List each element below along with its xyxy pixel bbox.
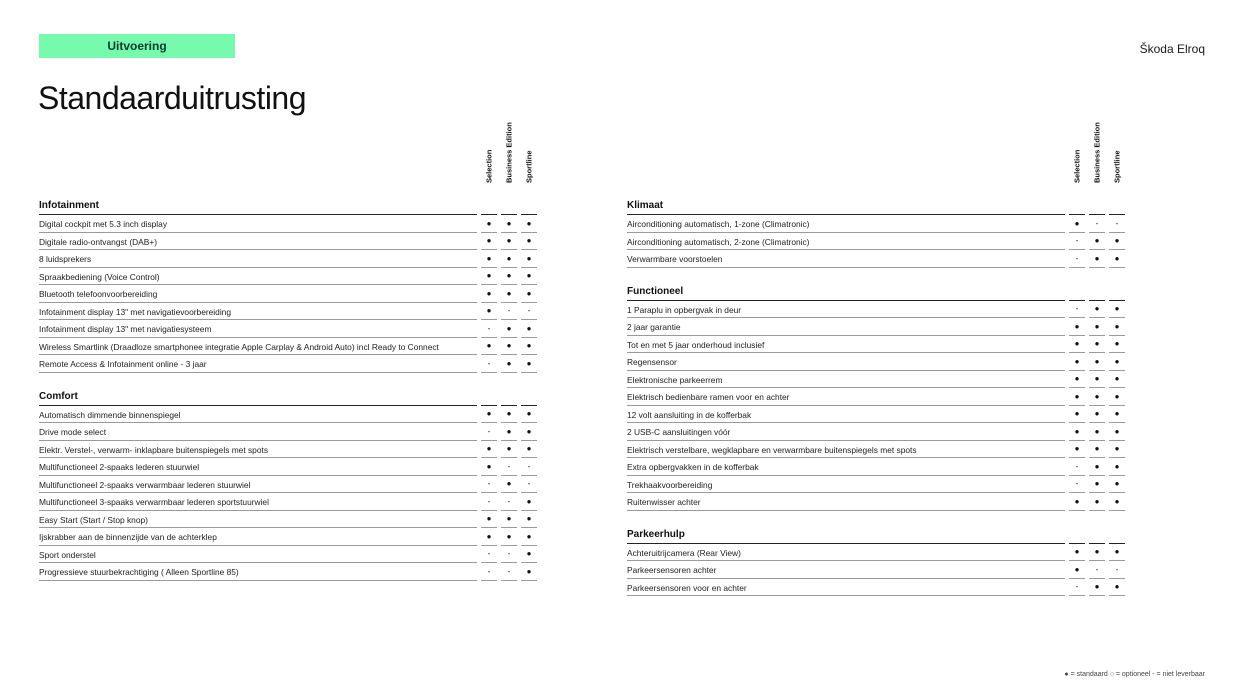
availability-business-edition: ● (1089, 336, 1105, 354)
availability-selection: - (1069, 250, 1085, 268)
column-headers (39, 122, 538, 192)
availability-selection: - (1069, 579, 1085, 597)
spec-row (627, 318, 1126, 336)
spec-row (627, 493, 1126, 511)
availability-selection: ● (481, 458, 497, 476)
availability-business-edition: ● (501, 528, 517, 546)
spec-label: Elektronische parkeerrem (627, 374, 723, 385)
spec-label: 2 jaar garantie (627, 322, 681, 332)
spec-section (39, 198, 538, 373)
section-header (627, 284, 1126, 301)
availability-sportline: ● (521, 355, 537, 373)
spec-section (627, 198, 1126, 268)
spec-row (39, 355, 538, 373)
availability-sportline: ● (1109, 318, 1125, 336)
availability-selection: ● (1069, 544, 1085, 562)
spec-row (39, 320, 538, 338)
spec-row (39, 268, 538, 286)
section-title: Klimaat (627, 200, 664, 211)
spec-row (39, 338, 538, 356)
availability-selection: - (1069, 476, 1085, 494)
spec-row (627, 476, 1126, 494)
spec-row (627, 233, 1126, 251)
availability-business-edition: ● (501, 250, 517, 268)
spec-row (627, 336, 1126, 354)
section-title: Comfort (39, 390, 78, 402)
column-header-sportline: Sportline (1112, 150, 1122, 183)
availability-sportline: ● (1109, 250, 1125, 268)
availability-sportline: ● (521, 511, 537, 529)
availability-business-edition: - (501, 458, 517, 476)
spec-row (39, 215, 538, 233)
availability-business-edition: ● (1089, 579, 1105, 597)
availability-business-edition: ● (1089, 233, 1105, 251)
availability-sportline: ● (1109, 579, 1125, 597)
availability-business-edition: ● (1089, 493, 1105, 511)
availability-business-edition: ● (1089, 301, 1105, 319)
spec-row (39, 250, 538, 268)
spec-row (627, 441, 1126, 459)
availability-sportline: ● (521, 493, 537, 511)
availability-business-edition: ● (501, 441, 517, 459)
spec-label: Progressieve stuurbekrachtiging ( Alleen Sportline 85) (39, 567, 239, 577)
availability-sportline: ● (521, 546, 537, 564)
spec-label: Ruitenwisser achter (627, 497, 701, 507)
row-divider (627, 595, 1065, 596)
section-title: Parkeerhulp (627, 528, 685, 540)
availability-business-edition: ● (1089, 406, 1105, 424)
spec-label: Easy Start (Start / Stop knop) (39, 514, 148, 525)
spec-label: Elektr. Verstel-, verwarm- inklapbare buitenspiegels met spots (39, 444, 269, 455)
availability-selection: ● (481, 511, 497, 529)
availability-selection: ● (481, 528, 497, 546)
availability-selection: ● (1069, 441, 1085, 459)
spec-label: Digital cockpit met 5.3 inch display (39, 219, 168, 229)
section-header (39, 389, 538, 406)
availability-business-edition: ● (501, 320, 517, 338)
spec-row (627, 561, 1126, 579)
section-title: Functioneel (627, 285, 684, 297)
availability-business-edition: ● (501, 423, 517, 441)
spec-label: Infotainment display 13" met navigatievoorbereiding (39, 306, 231, 317)
spec-row (39, 528, 538, 546)
section-badge: Uitvoering (39, 34, 235, 58)
availability-sportline: ● (1109, 233, 1125, 251)
spec-label: Automatisch dimmende binnenspiegel (39, 409, 181, 420)
availability-selection: ● (1069, 423, 1085, 441)
spec-label: Extra opbergvakken in de kofferbak (627, 462, 759, 472)
availability-selection: ● (1069, 336, 1085, 354)
availability-business-edition: ● (1089, 388, 1105, 406)
spec-label: Elektrisch bedienbare ramen voor en achter (627, 392, 790, 402)
availability-sportline: ● (521, 406, 537, 424)
availability-business-edition: ● (1089, 458, 1105, 476)
spec-section (39, 389, 538, 581)
column-header-selection: Selection (484, 149, 494, 183)
spec-label: Spraakbediening (Voice Control) (39, 271, 160, 282)
availability-selection: - (1069, 301, 1085, 319)
spec-label: Multifunctioneel 3-spaaks verwarmbaar lederen sportstuurwiel (39, 497, 269, 507)
spec-row (627, 423, 1126, 441)
spec-row (627, 353, 1126, 371)
spec-row (39, 563, 538, 581)
availability-sportline: ● (1109, 423, 1125, 441)
spec-label: Regensensor (627, 357, 677, 367)
availability-sportline: ● (521, 268, 537, 286)
availability-business-edition: ● (1089, 441, 1105, 459)
section-header (39, 198, 538, 215)
availability-sportline: ● (1109, 476, 1125, 494)
spec-row (627, 579, 1126, 597)
spec-row (39, 476, 538, 494)
availability-sportline: ● (1109, 493, 1125, 511)
section-title: Infotainment (39, 200, 99, 211)
availability-sportline: ● (1109, 371, 1125, 389)
spec-label: Drive mode select (39, 427, 107, 437)
spec-label: Airconditioning automatisch, 1-zone (Climatronic) (627, 219, 810, 229)
availability-selection: - (481, 423, 497, 441)
spec-label: Tot en met 5 jaar onderhoud inclusief (627, 339, 765, 350)
spec-label: Parkeersensoren voor en achter (627, 582, 747, 593)
row-divider (627, 510, 1065, 511)
spec-row (39, 441, 538, 459)
availability-business-edition: ● (1089, 371, 1105, 389)
availability-business-edition: ● (501, 511, 517, 529)
availability-selection: - (481, 476, 497, 494)
column-header-sportline: Sportline (524, 150, 534, 183)
spec-section (627, 284, 1126, 511)
column-header-selection: Selection (1072, 149, 1082, 183)
spec-label: Trekhaakvoorbereiding (627, 479, 713, 490)
page-title: Standaarduitrusting (38, 80, 307, 116)
availability-selection: - (1069, 233, 1085, 251)
spec-row (627, 250, 1126, 268)
availability-business-edition: - (501, 546, 517, 564)
spec-label: Multifunctioneel 2-spaaks lederen stuurwiel (39, 462, 200, 472)
availability-business-edition: ● (1089, 476, 1105, 494)
availability-selection: ● (1069, 561, 1085, 579)
spec-row (627, 371, 1126, 389)
availability-sportline: ● (521, 250, 537, 268)
availability-sportline: ● (1109, 406, 1125, 424)
brand-name: Škoda Elroq (1139, 42, 1205, 56)
availability-sportline: ● (1109, 353, 1125, 371)
column-header-business-edition: Business Edition (504, 122, 514, 183)
spec-label: 2 USB-C aansluitingen vóór (627, 427, 731, 437)
availability-sportline: ● (521, 338, 537, 356)
availability-business-edition: ● (1089, 423, 1105, 441)
spec-label: Airconditioning automatisch, 2-zone (Climatronic) (627, 236, 810, 247)
spec-row (39, 233, 538, 251)
availability-selection: - (481, 563, 497, 581)
spec-label: 8 luidsprekers (39, 254, 92, 264)
availability-sportline: ● (1109, 301, 1125, 319)
availability-selection: - (481, 320, 497, 338)
row-divider (627, 267, 1065, 268)
availability-sportline: ● (1109, 441, 1125, 459)
availability-selection: ● (1069, 215, 1085, 233)
availability-sportline: ● (521, 320, 537, 338)
availability-business-edition: ● (501, 355, 517, 373)
spec-row (627, 544, 1126, 562)
availability-business-edition: ● (501, 338, 517, 356)
row-divider (39, 580, 477, 581)
availability-selection: - (481, 493, 497, 511)
availability-business-edition: ● (501, 215, 517, 233)
availability-selection: ● (481, 250, 497, 268)
availability-selection: ● (481, 215, 497, 233)
spec-row (627, 215, 1126, 233)
spec-label: Verwarmbare voorstoelen (627, 254, 723, 264)
row-divider (39, 372, 477, 373)
spec-row (39, 303, 538, 321)
availability-sportline: - (521, 476, 537, 494)
availability-selection: ● (481, 303, 497, 321)
availability-business-edition: - (501, 563, 517, 581)
spec-label: 12 volt aansluiting in de kofferbak (627, 409, 752, 420)
availability-sportline: ● (521, 215, 537, 233)
availability-business-edition: ● (501, 406, 517, 424)
availability-selection: ● (1069, 406, 1085, 424)
availability-sportline: ● (1109, 458, 1125, 476)
availability-selection: ● (1069, 493, 1085, 511)
availability-sportline: ● (521, 441, 537, 459)
spec-row (39, 458, 538, 476)
spec-label: Multifunctioneel 2-spaaks verwarmbaar lederen stuurwiel (39, 479, 251, 490)
spec-label: Sport onderstel (39, 549, 96, 560)
spec-row (39, 546, 538, 564)
left-column (39, 122, 538, 581)
spec-row (39, 423, 538, 441)
spec-label: Bluetooth telefoonvoorbereiding (39, 289, 158, 299)
availability-selection: ● (481, 338, 497, 356)
availability-selection: ● (481, 233, 497, 251)
column-header-business-edition: Business Edition (1092, 122, 1102, 183)
availability-sportline: - (521, 303, 537, 321)
availability-business-edition: ● (1089, 318, 1105, 336)
spec-row (39, 406, 538, 424)
availability-selection: - (481, 355, 497, 373)
spec-row (39, 511, 538, 529)
spec-section (627, 527, 1126, 597)
spec-row (627, 388, 1126, 406)
spec-label: Wireless Smartlink (Draadloze smartphonee integratie Apple Carplay & Android Auto) incl Ready to Connect (39, 341, 439, 352)
availability-sportline: - (1109, 561, 1125, 579)
spec-label: Elektrisch verstelbare, wegklapbare en verwarmbare buitenspiegels met spots (627, 444, 917, 455)
availability-selection: ● (1069, 353, 1085, 371)
availability-sportline: ● (521, 528, 537, 546)
legend: ● = standaard ○ = optioneel - = niet leverbaar (1064, 671, 1205, 678)
spec-row (627, 406, 1126, 424)
availability-sportline: - (521, 458, 537, 476)
availability-sportline: ● (521, 563, 537, 581)
availability-selection: ● (481, 406, 497, 424)
availability-business-edition: - (501, 493, 517, 511)
spec-label: Digitale radio-ontvangst (DAB+) (39, 236, 158, 247)
spec-label: Achteruitrijcamera (Rear View) (627, 547, 741, 558)
availability-business-edition: ● (1089, 544, 1105, 562)
right-column (627, 122, 1126, 596)
availability-sportline: ● (521, 423, 537, 441)
spec-label: Ijskrabber aan de binnenzijde van de achterklep (39, 532, 217, 542)
availability-selection: ● (481, 441, 497, 459)
section-header (627, 527, 1126, 544)
spec-row (627, 301, 1126, 319)
spec-row (39, 285, 538, 303)
availability-business-edition: ● (1089, 250, 1105, 268)
spec-label: Infotainment display 13" met navigatiesysteem (39, 324, 212, 334)
availability-business-edition: - (1089, 561, 1105, 579)
availability-sportline: ● (1109, 388, 1125, 406)
spec-row (39, 493, 538, 511)
availability-sportline: ● (1109, 336, 1125, 354)
availability-selection: ● (481, 268, 497, 286)
spec-label: Parkeersensoren achter (627, 565, 717, 575)
availability-business-edition: - (1089, 215, 1105, 233)
availability-selection: ● (1069, 388, 1085, 406)
availability-business-edition: ● (501, 285, 517, 303)
availability-business-edition: ● (501, 476, 517, 494)
availability-sportline: - (1109, 215, 1125, 233)
section-header (627, 198, 1126, 215)
availability-sportline: ● (1109, 544, 1125, 562)
availability-business-edition: ● (501, 233, 517, 251)
column-headers (627, 122, 1126, 192)
availability-business-edition: ● (501, 268, 517, 286)
availability-business-edition: - (501, 303, 517, 321)
availability-selection: - (1069, 458, 1085, 476)
availability-selection: ● (1069, 318, 1085, 336)
availability-business-edition: ● (1089, 353, 1105, 371)
availability-sportline: ● (521, 285, 537, 303)
spec-label: Remote Access & Infotainment online - 3 jaar (39, 359, 207, 369)
availability-sportline: ● (521, 233, 537, 251)
spec-row (627, 458, 1126, 476)
spec-label: 1 Paraplu in opbergvak in deur (627, 304, 742, 315)
availability-selection: ● (1069, 371, 1085, 389)
availability-selection: - (481, 546, 497, 564)
availability-selection: ● (481, 285, 497, 303)
